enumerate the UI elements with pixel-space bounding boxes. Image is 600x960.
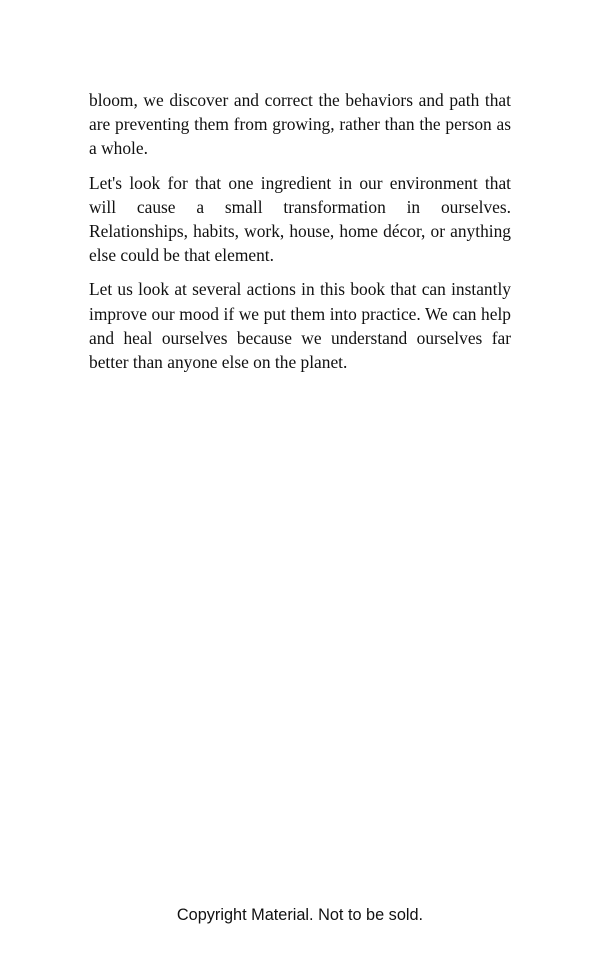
page-body	[89, 88, 511, 384]
paragraph-2: Let's look for that one ingredient in our environment that will cause a small transformation in ourselves. Relationships, habits, work, house, home décor, or anything else could be that element.	[89, 172, 511, 266]
paragraph-3: Let us look at several actions in this book that can instantly improve our mood if we put them into practice. We can help and heal ourselves because we understand ourselves far better than anyone else on the planet.	[89, 279, 511, 373]
paragraph-1: bloom, we discover and correct the behaviors and path that are preventing them from growing, rather than the person as a whole.	[89, 90, 511, 159]
copyright-footer: Copyright Material. Not to be sold.	[176, 906, 424, 924]
